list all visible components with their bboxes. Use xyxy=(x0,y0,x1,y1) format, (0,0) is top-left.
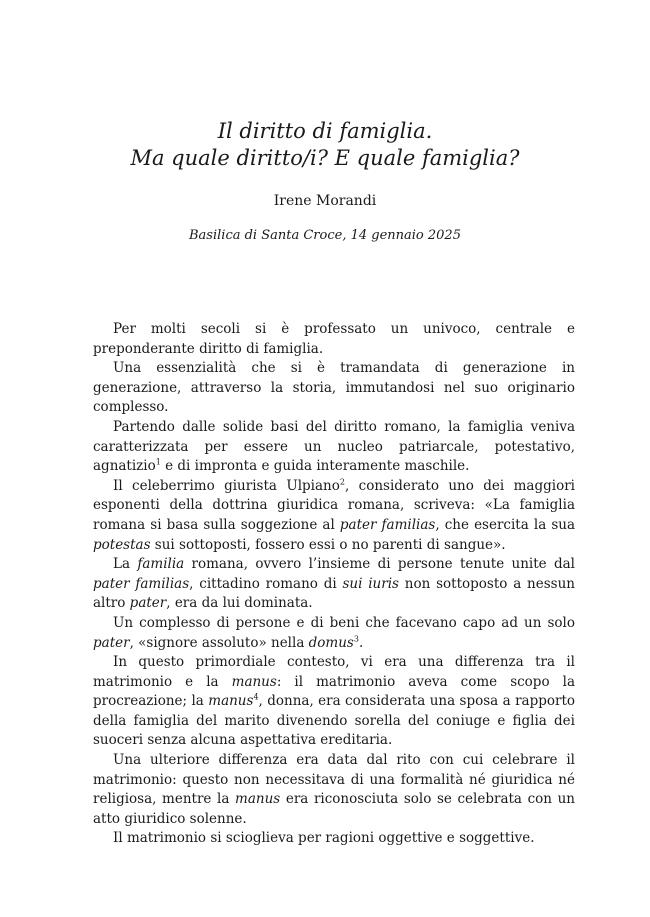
paragraph-4 xyxy=(93,477,575,555)
text-run: romana, ovvero l’insieme di persone tenute unite dal xyxy=(184,556,575,573)
paragraph-9: Il matrimonio si scioglieva per ragioni oggettive e soggettive. xyxy=(113,830,535,847)
paragraph-2: Una essenzialità che si è tramandata di generazione in generazione, attraverso la storia, immutandosi nel suo originario complesso. xyxy=(93,360,575,416)
text-run: . xyxy=(358,634,364,651)
text-run: , era da lui dominata. xyxy=(166,595,313,612)
paragraph-1: Per molti secoli si è professato un univoco, centrale e preponderante diritto di famiglia. xyxy=(93,321,575,357)
text-run: Un complesso di persone e di beni che facevano capo ad un solo xyxy=(113,614,575,631)
text-run: In questo primordiale contesto, vi era una differenza tra il matrimonio e la xyxy=(93,654,575,690)
text-run: , che esercita la sua xyxy=(435,516,576,533)
italic-term: manus xyxy=(208,693,254,710)
italic-term: familia xyxy=(137,556,185,573)
text-run: non sottoposto a nessun altro xyxy=(93,575,575,612)
text-run: , donna, era considerata una sposa a rapporto della famiglia del marito divenendo sorella del coniuge e figlia dei suoceri senza alcuna aspettativa ereditaria. xyxy=(93,693,576,749)
italic-term: manus xyxy=(235,791,281,808)
italic-term: potestas xyxy=(93,536,151,553)
text-run: Partendo dalle solide basi del diritto romano, la famiglia veniva caratterizzata per essere un nucleo patriarcale, potestativo, agnatizio xyxy=(93,418,575,475)
paragraph-5 xyxy=(93,555,575,614)
venue-date: Basilica di Santa Croce, 14 gennaio 2025 xyxy=(189,228,461,243)
paragraph-7 xyxy=(93,653,575,751)
footnote-ref-2: 2 xyxy=(339,477,345,487)
author-name: Irene Morandi xyxy=(273,193,377,209)
footnote-ref-1: 1 xyxy=(155,457,161,467)
footnote-ref-3: 3 xyxy=(353,634,359,643)
paragraph-3 xyxy=(93,418,575,477)
text-run: : il matrimonio aveva come scopo la procreazione; la xyxy=(93,673,575,710)
paragraph-6 xyxy=(93,614,575,653)
text-run: , «signore assoluto» nella xyxy=(129,634,309,651)
body-text xyxy=(93,320,575,849)
paragraph-8 xyxy=(93,751,575,829)
text-run: La xyxy=(113,556,138,573)
text-run: , cittadino romano di xyxy=(189,575,343,592)
italic-term: sui iuris xyxy=(342,575,399,592)
italic-term: manus xyxy=(231,673,277,690)
document-title xyxy=(0,118,650,172)
text-run: Il celeberrimo giurista Ulpiano xyxy=(113,477,340,494)
text-run: sui sottoposti, fossero essi o no parenti di sangue». xyxy=(150,536,506,553)
text-run: Una ulteriore differenza era data dal rito con cui celebrare il matrimonio: questo non necessitava di una formalità né giuridica né religiosa, mentre la xyxy=(93,752,575,808)
italic-term: pater familias xyxy=(93,575,190,592)
italic-term: domus xyxy=(308,634,354,651)
italic-term: pater familias xyxy=(339,516,436,533)
text-run: era riconosciuta solo se celebrata con un atto giuridico solenne. xyxy=(93,791,575,827)
footnote-ref-4: 4 xyxy=(253,692,259,702)
title-line-1: Il diritto di famiglia. xyxy=(217,119,433,143)
title-line-2: Ma quale diritto/i? E quale famiglia? xyxy=(130,146,520,170)
text-run: e di impronta e guida interamente maschile. xyxy=(160,458,470,475)
italic-term: pater xyxy=(129,595,167,612)
italic-term: pater xyxy=(93,634,130,651)
text-run: , considerato uno dei maggiori esponenti della dottrina giuridica romana, scriveva: «La famiglia romana si basa sulla soggezione al xyxy=(93,477,575,533)
